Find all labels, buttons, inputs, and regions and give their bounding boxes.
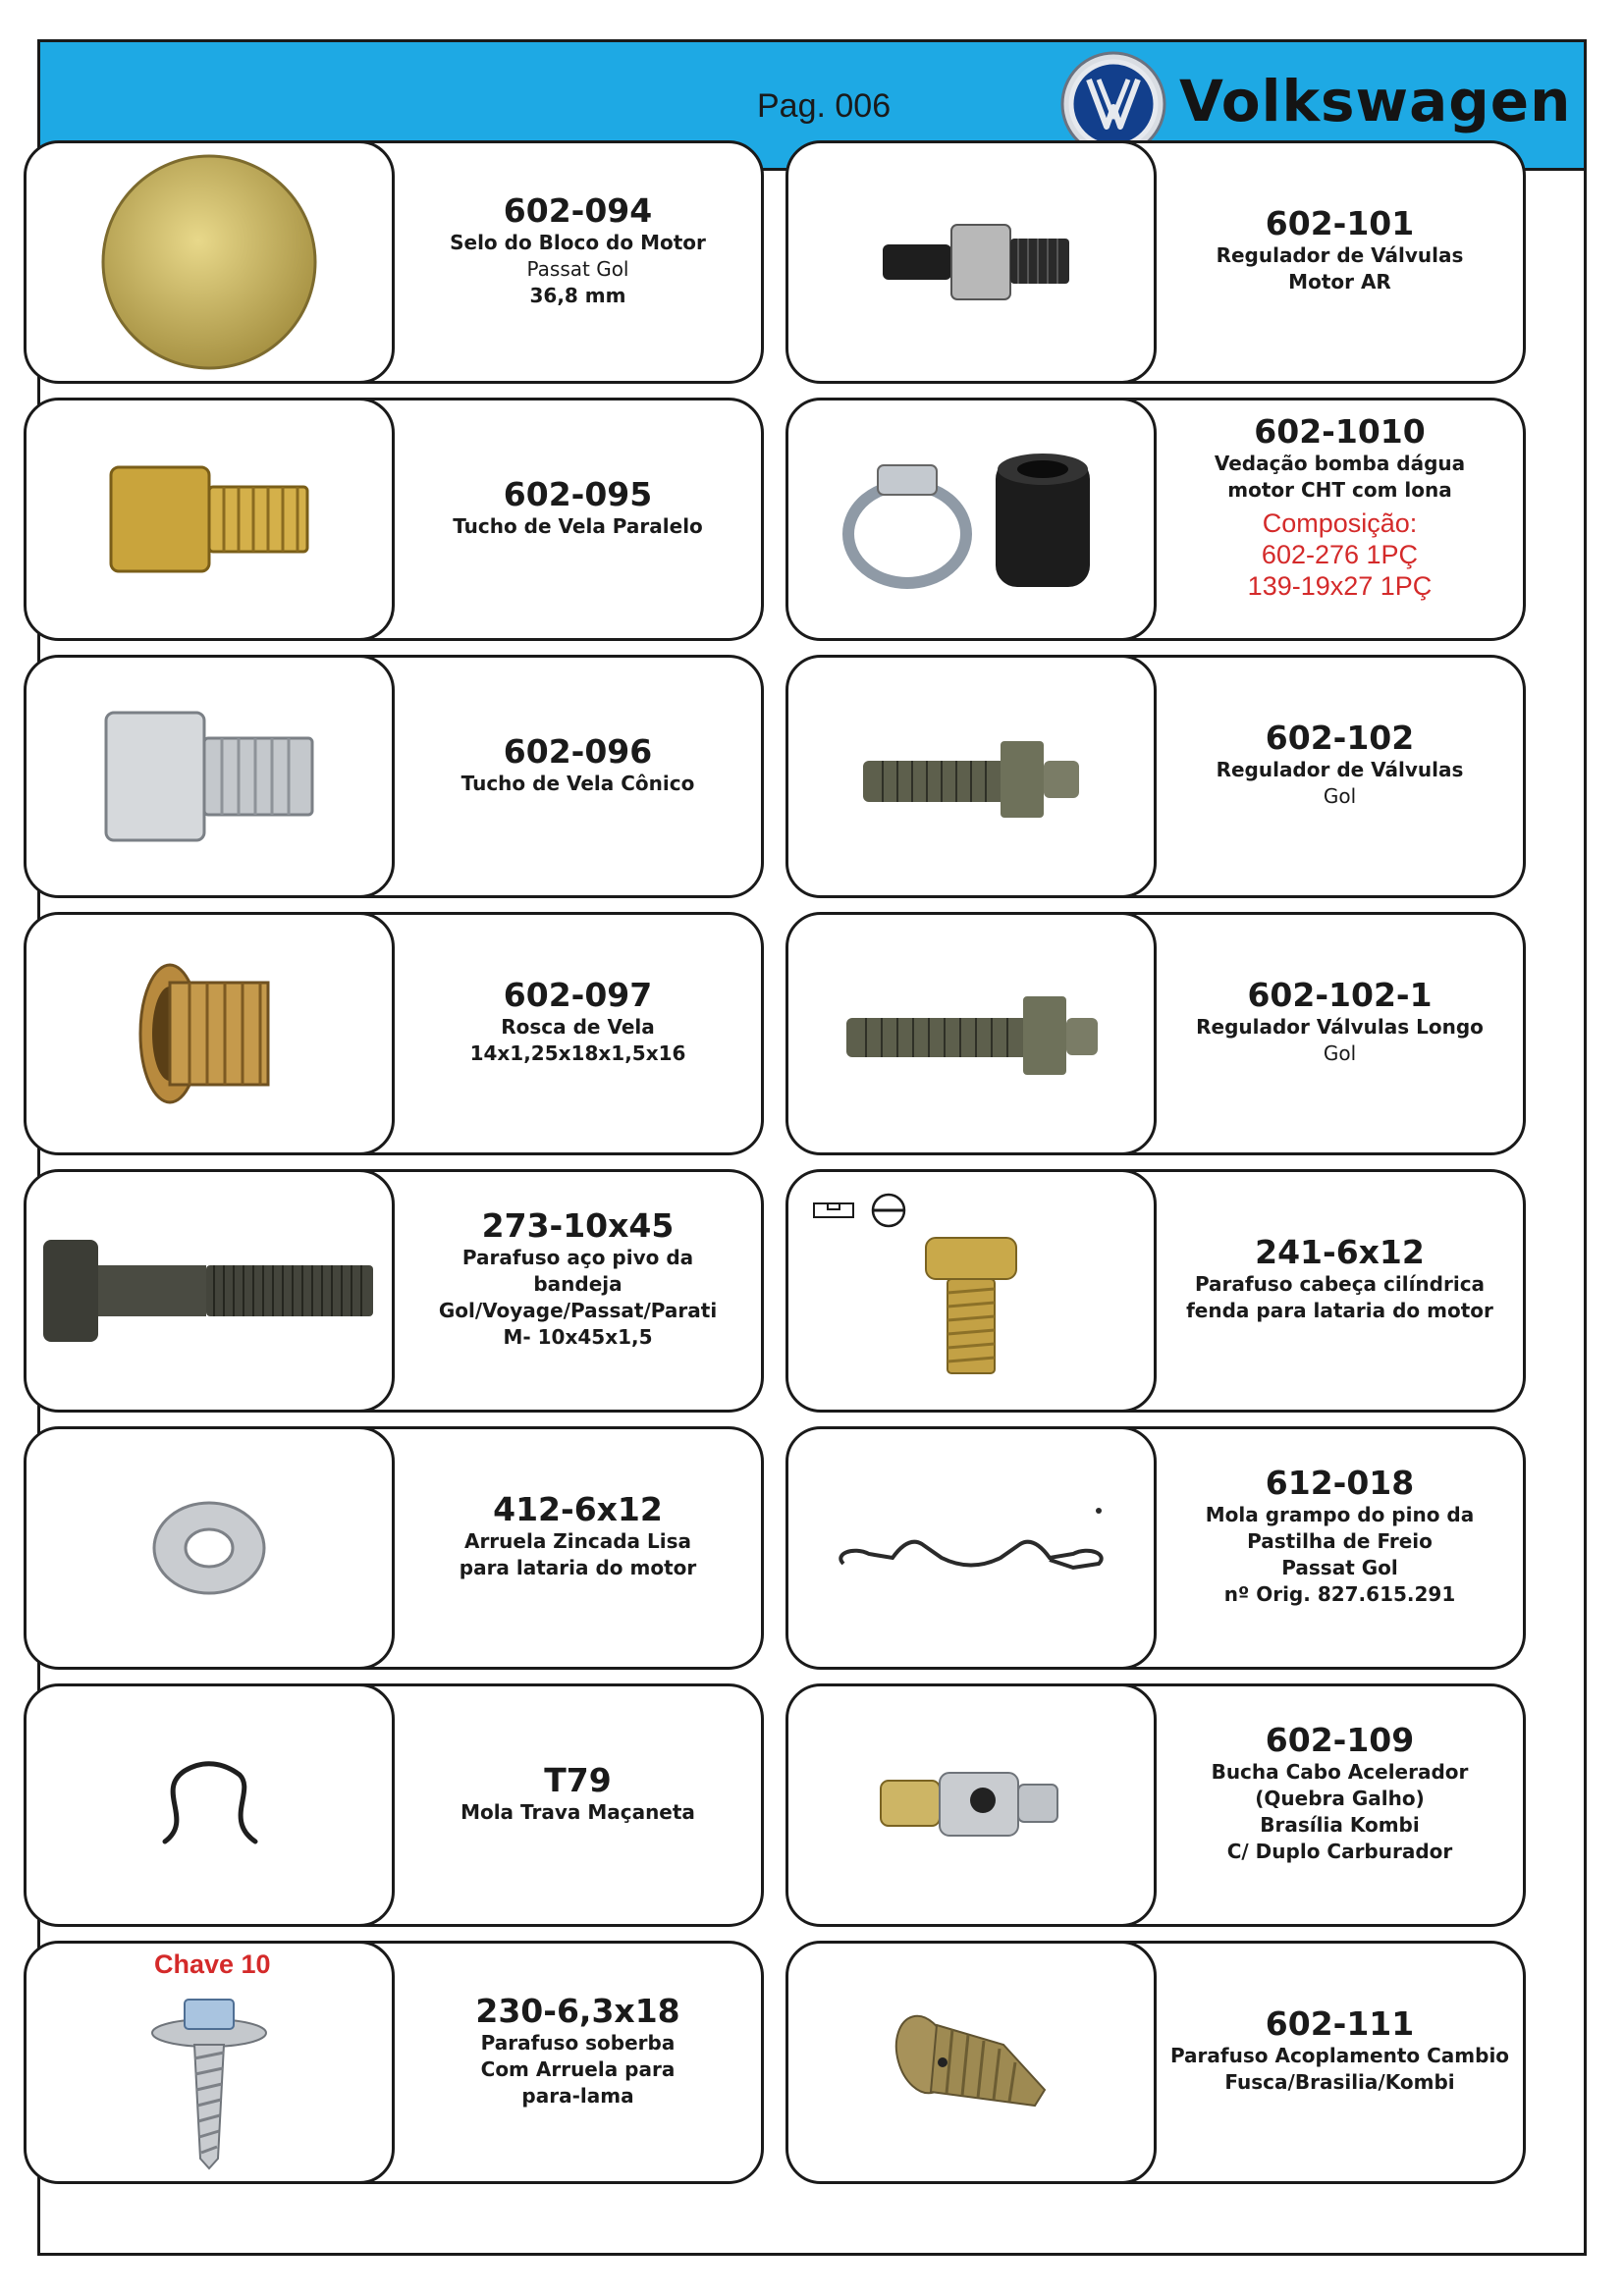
slotted-screw-icon [912, 1232, 1030, 1379]
product-card[interactable] [785, 1941, 1526, 2184]
product-description: Brasília Kombi [1260, 1813, 1420, 1837]
coupling-screw-icon [888, 2003, 1055, 2121]
product-description: Parafuso cabeça cilíndrica [1194, 1272, 1486, 1296]
product-description: Parafuso Acoplamento Cambio [1169, 2044, 1510, 2067]
product-image [24, 398, 395, 641]
product-description: Com Arruela para [480, 2056, 676, 2081]
product-description: Gol [1323, 784, 1357, 808]
self-tapping-screw-icon [145, 1994, 273, 2170]
product-description: Regulador de Válvulas [1216, 758, 1464, 781]
product-info [395, 400, 761, 638]
product-description: Regulador de Válvulas [1216, 243, 1464, 267]
product-code: 602-102 [1265, 719, 1415, 757]
product-info [1157, 658, 1523, 895]
product-card[interactable] [785, 1683, 1526, 1927]
product-description: Parafuso soberba [480, 2030, 676, 2055]
product-image [785, 1169, 1157, 1413]
product-image [785, 398, 1157, 641]
product-code: 602-094 [503, 190, 653, 230]
product-image [785, 655, 1157, 898]
product-image [785, 1426, 1157, 1670]
product-description: motor CHT com lona [1227, 478, 1452, 502]
product-info [1157, 915, 1523, 1152]
product-code: 602-1010 [1254, 412, 1426, 451]
valve-adjuster-icon [853, 718, 1089, 835]
product-image [24, 140, 395, 384]
freeze-plug-icon [91, 149, 327, 375]
product-code: 273-10x45 [481, 1206, 675, 1245]
product-card[interactable] [785, 912, 1526, 1155]
product-info [1157, 1172, 1523, 1410]
product-image [785, 1941, 1157, 2184]
product-description: C/ Duplo Carburador [1226, 1840, 1453, 1863]
product-card[interactable] [785, 140, 1526, 384]
product-description: bandeja [533, 1272, 623, 1296]
product-info [1157, 1686, 1523, 1924]
spark-plug-insert-icon [86, 693, 332, 860]
composition-title: Composição: [1262, 508, 1418, 538]
thread-insert-icon [111, 945, 307, 1122]
product-image [785, 140, 1157, 384]
product-description: Fusca/Brasilia/Kombi [1224, 2070, 1455, 2094]
product-description: para lataria do motor [459, 1556, 697, 1579]
product-description: Selo do Bloco do Motor [450, 230, 706, 254]
valve-adjuster-icon [863, 193, 1079, 331]
product-info [395, 1686, 761, 1924]
washer-icon [145, 1494, 273, 1602]
cable-bushing-icon [873, 1751, 1069, 1859]
product-grid [24, 140, 1526, 2184]
product-info [395, 1944, 761, 2181]
product-card[interactable] [785, 1169, 1526, 1413]
product-image [24, 1169, 395, 1413]
page-number: Pag. 006 [757, 87, 892, 125]
product-code: 602-096 [503, 731, 653, 771]
product-description: Parafuso aço pivo da [461, 1246, 694, 1269]
spark-plug-insert-icon [91, 446, 327, 593]
product-info [1157, 143, 1523, 381]
product-info [395, 915, 761, 1152]
product-card[interactable] [24, 1169, 764, 1413]
product-description: fenda para lataria do motor [1186, 1299, 1493, 1322]
product-description: Vedação bomba dágua [1214, 452, 1466, 475]
product-card[interactable] [785, 398, 1526, 641]
wrench-size-badge: Chave 10 [154, 1949, 271, 1979]
product-card[interactable] [24, 655, 764, 898]
product-info [395, 1429, 761, 1667]
product-card[interactable] [24, 1426, 764, 1670]
product-card[interactable] [24, 912, 764, 1155]
product-description: nº Orig. 827.615.291 [1223, 1582, 1456, 1606]
product-description: Tucho de Vela Paralelo [453, 513, 703, 538]
product-code: 602-095 [503, 474, 653, 513]
product-code: 241-6x12 [1255, 1233, 1425, 1271]
product-image [24, 1683, 395, 1927]
product-description: Rosca de Vela [501, 1015, 655, 1039]
product-card[interactable] [24, 1941, 764, 2184]
product-info [1157, 400, 1523, 638]
product-code: 602-109 [1265, 1721, 1415, 1759]
product-description: Arruela Zincada Lisa [463, 1529, 692, 1553]
product-description: Pastilha de Freio [1247, 1529, 1433, 1553]
product-card[interactable] [785, 655, 1526, 898]
product-code: 602-097 [503, 976, 653, 1014]
product-image [785, 912, 1157, 1155]
product-description: 36,8 mm [529, 283, 626, 307]
product-image [24, 912, 395, 1155]
product-description: 14x1,25x18x1,5x16 [469, 1041, 686, 1065]
product-code: T79 [544, 1760, 612, 1799]
product-info [1157, 1429, 1523, 1667]
product-image [785, 1683, 1157, 1927]
product-card[interactable] [24, 398, 764, 641]
product-description: Mola grampo do pino da [1205, 1503, 1475, 1526]
product-description: Passat Gol [526, 256, 629, 281]
composition-note [1248, 507, 1433, 602]
clip-spring-icon [145, 1751, 273, 1859]
product-image [24, 655, 395, 898]
brand-name: Volkswagen [1179, 68, 1572, 134]
product-info [395, 1172, 761, 1410]
product-card[interactable] [785, 1426, 1526, 1670]
product-description: para-lama [521, 2083, 634, 2108]
product-description: Motor AR [1288, 270, 1391, 294]
product-description: Gol [1323, 1041, 1357, 1065]
product-description: M- 10x45x1,5 [503, 1325, 653, 1349]
product-code: 230-6,3x18 [475, 1991, 680, 2030]
product-info [395, 658, 761, 895]
brake-spring-icon [814, 1489, 1128, 1607]
composition-item: 602-276 1PÇ [1261, 540, 1419, 569]
product-code: 602-101 [1265, 204, 1415, 242]
product-image [24, 1426, 395, 1670]
product-description: Bucha Cabo Acelerador [1211, 1760, 1469, 1784]
valve-adjuster-icon [839, 975, 1104, 1093]
product-code: 612-018 [1265, 1464, 1415, 1502]
product-code: 602-111 [1265, 2004, 1415, 2043]
product-info [395, 143, 761, 381]
product-description: Passat Gol [1281, 1556, 1398, 1579]
product-description: Tucho de Vela Cônico [460, 771, 695, 795]
product-info [1157, 1944, 1523, 2181]
product-card[interactable] [24, 140, 764, 384]
product-description: Mola Trava Maçaneta [460, 1799, 695, 1824]
product-image [24, 1941, 395, 2184]
hex-bolt-icon [37, 1232, 381, 1350]
product-code: 412-6x12 [493, 1490, 663, 1528]
product-description: Gol/Voyage/Passat/Parati [438, 1299, 718, 1322]
hose-clamp-seal-icon [829, 436, 1113, 603]
slot-head-icon [812, 1192, 910, 1231]
product-card[interactable] [24, 1683, 764, 1927]
composition-item: 139-19x27 1PÇ [1247, 571, 1433, 601]
product-description: Regulador Válvulas Longo [1196, 1015, 1484, 1039]
product-code: 602-102-1 [1247, 976, 1433, 1014]
product-description: (Quebra Galho) [1255, 1787, 1425, 1810]
